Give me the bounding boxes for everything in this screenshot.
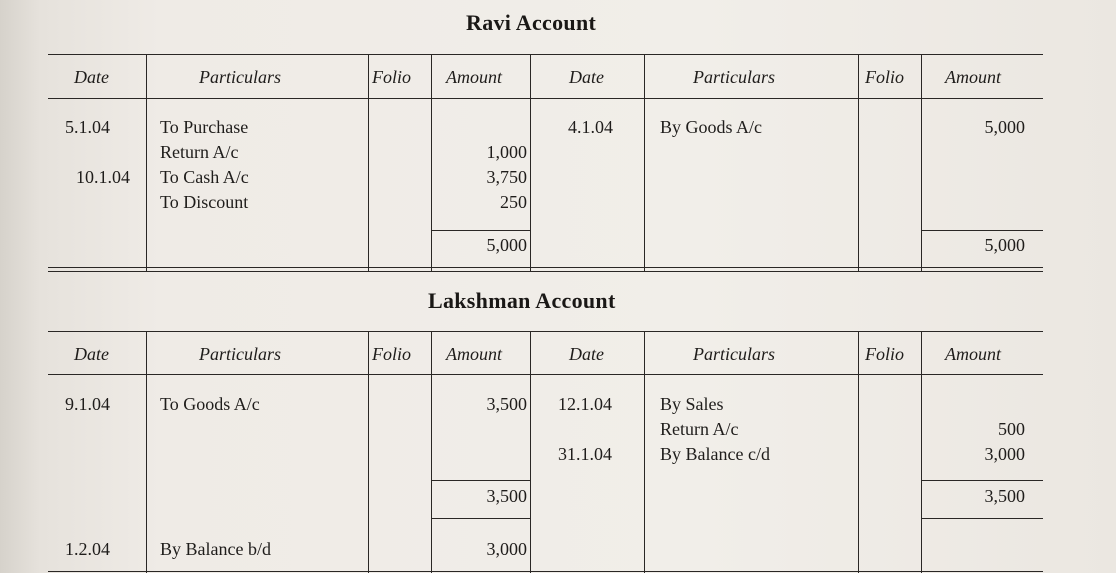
lakshman-debit-amount: 3,500 bbox=[486, 394, 527, 414]
lakshman-credit-particulars: By Sales bbox=[660, 394, 724, 414]
lakshman-header-particulars: Particulars bbox=[199, 344, 282, 364]
lakshman-bottom-rule bbox=[48, 571, 1043, 572]
ravi-debit-particulars: To Discount bbox=[160, 192, 249, 212]
lakshman-credit-total-rule bbox=[921, 480, 1043, 481]
lakshman-credit-particulars: Return A/c bbox=[660, 419, 739, 439]
ravi-header-particulars: Particulars bbox=[199, 67, 282, 87]
ravi-debit-total: 5,000 bbox=[486, 235, 527, 255]
lakshman-credit-amount: 500 bbox=[998, 419, 1025, 439]
ravi-col-divider bbox=[858, 54, 859, 271]
ravi-credit-date: 4.1.04 bbox=[568, 117, 613, 137]
ravi-header-amount: Amount bbox=[945, 67, 1001, 87]
ravi-debit-amount: 1,000 bbox=[486, 142, 527, 162]
ravi-header-date: Date bbox=[74, 67, 109, 87]
lakshman-header-particulars: Particulars bbox=[693, 344, 776, 364]
lakshman-credit-date: 12.1.04 bbox=[558, 394, 612, 414]
ravi-bottom-rule bbox=[48, 267, 1043, 268]
lakshman-debit-total-rule bbox=[431, 480, 530, 481]
ravi-debit-particulars: Return A/c bbox=[160, 142, 239, 162]
lakshman-col-divider bbox=[146, 331, 147, 573]
lakshman-credit-particulars: By Balance c/d bbox=[660, 444, 770, 464]
ravi-col-divider bbox=[530, 54, 531, 271]
ravi-bottom-rule-double bbox=[48, 271, 1043, 272]
lakshman-top-rule bbox=[48, 331, 1043, 332]
ravi-header-date: Date bbox=[569, 67, 604, 87]
ravi-debit-amount: 3,750 bbox=[486, 167, 527, 187]
lakshman-col-divider bbox=[530, 331, 531, 573]
ravi-debit-amount: 250 bbox=[500, 192, 527, 212]
ravi-debit-particulars: To Purchase bbox=[160, 117, 249, 137]
lakshman-col-divider bbox=[644, 331, 645, 573]
lakshman-header-folio: Folio bbox=[865, 344, 904, 364]
lakshman-debit-particulars: To Goods A/c bbox=[160, 394, 260, 414]
lakshman-credit-total: 3,500 bbox=[984, 486, 1025, 506]
ravi-debit-particulars: To Cash A/c bbox=[160, 167, 249, 187]
ravi-credit-amount: 5,000 bbox=[984, 117, 1025, 137]
lakshman-credit-amount: 3,000 bbox=[984, 444, 1025, 464]
ravi-col-divider bbox=[644, 54, 645, 271]
ravi-header-particulars: Particulars bbox=[693, 67, 776, 87]
lakshman-header-folio: Folio bbox=[372, 344, 411, 364]
ravi-header-folio: Folio bbox=[372, 67, 411, 87]
ravi-ledger bbox=[48, 54, 1043, 272]
ravi-credit-total-rule bbox=[921, 230, 1043, 231]
lakshman-header-amount: Amount bbox=[945, 344, 1001, 364]
lakshman-balance-bd-date: 1.2.04 bbox=[65, 539, 110, 559]
ravi-credit-particulars: By Goods A/c bbox=[660, 117, 763, 137]
lakshman-credit-date: 31.1.04 bbox=[558, 444, 612, 464]
lakshman-ledger bbox=[48, 331, 1043, 573]
ravi-debit-total-rule bbox=[431, 230, 530, 231]
lakshman-credit-total-rule-close bbox=[921, 518, 1043, 519]
ravi-debit-date: 10.1.04 bbox=[76, 167, 130, 187]
lakshman-debit-total-rule-close bbox=[431, 518, 530, 519]
ravi-top-rule bbox=[48, 54, 1043, 55]
ravi-header-amount: Amount bbox=[446, 67, 502, 87]
ravi-col-divider bbox=[368, 54, 369, 271]
lakshman-col-divider bbox=[858, 331, 859, 573]
ravi-account-title: Ravi Account bbox=[466, 10, 597, 35]
ravi-col-divider bbox=[146, 54, 147, 271]
lakshman-header-rule bbox=[48, 374, 1043, 375]
ravi-header-folio: Folio bbox=[865, 67, 904, 87]
ravi-credit-total: 5,000 bbox=[984, 235, 1025, 255]
lakshman-balance-bd-particulars: By Balance b/d bbox=[160, 539, 271, 559]
lakshman-col-divider bbox=[368, 331, 369, 573]
lakshman-debit-total: 3,500 bbox=[486, 486, 527, 506]
ravi-debit-date: 5.1.04 bbox=[65, 117, 110, 137]
lakshman-account-title: Lakshman Account bbox=[428, 288, 616, 313]
lakshman-debit-date: 9.1.04 bbox=[65, 394, 110, 414]
lakshman-header-date: Date bbox=[569, 344, 604, 364]
lakshman-header-date: Date bbox=[74, 344, 109, 364]
lakshman-header-amount: Amount bbox=[446, 344, 502, 364]
lakshman-balance-bd-amount: 3,000 bbox=[486, 539, 527, 559]
ravi-header-rule bbox=[48, 98, 1043, 99]
